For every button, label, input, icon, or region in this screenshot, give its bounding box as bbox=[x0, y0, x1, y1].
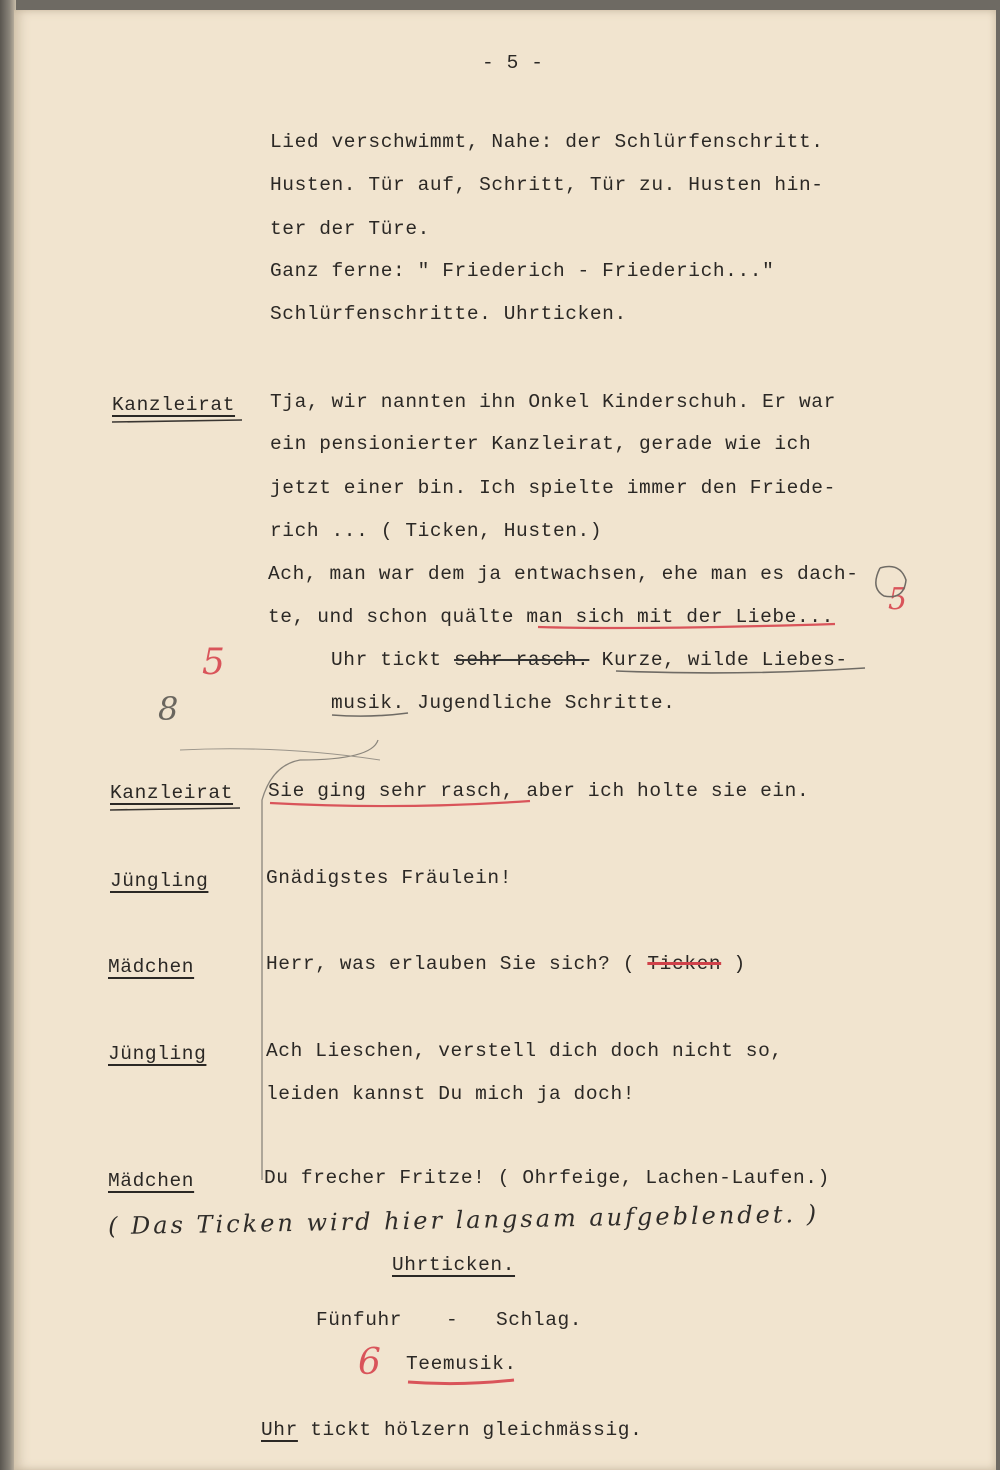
margin-number-8: 8 bbox=[158, 690, 179, 728]
stage-direction: musik. Jugendliche Schritte. bbox=[331, 692, 676, 714]
cue-schlag: Schlag. bbox=[496, 1309, 583, 1331]
dialogue-text: ) bbox=[721, 953, 746, 975]
intro-line: Husten. Tür auf, Schritt, Tür zu. Husten hin- bbox=[270, 174, 824, 196]
speaker-maedchen: Mädchen bbox=[108, 956, 195, 978]
direction-text: Uhr tickt bbox=[331, 649, 455, 671]
dialogue-line: jetzt einer bin. Ich spielte immer den Friede- bbox=[270, 477, 836, 499]
cue-uhr: Uhr bbox=[261, 1419, 298, 1441]
margin-number-6: 6 bbox=[358, 1342, 381, 1383]
speaker-kanzleirat: Kanzleirat bbox=[112, 394, 236, 416]
dialogue-text: Herr, was erlauben Sie sich? ( bbox=[266, 953, 648, 975]
intro-line: Ganz ferne: " Friederich - Friederich..." bbox=[270, 260, 775, 282]
dialogue-line: Ach Lieschen, verstell dich doch nicht so, bbox=[266, 1040, 783, 1062]
dialogue-line: Tja, wir nannten ihn Onkel Kinderschuh. Er war bbox=[270, 391, 836, 413]
direction-text: Kurze, wilde Liebes- bbox=[589, 649, 848, 671]
intro-line: Schlürfenschritte. Uhrticken. bbox=[270, 303, 627, 325]
speaker-kanzleirat: Kanzleirat bbox=[110, 782, 234, 804]
dialogue-line: ein pensionierter Kanzleirat, gerade wie ich bbox=[270, 433, 812, 455]
dialogue-line: rich ... ( Ticken, Husten.) bbox=[270, 520, 603, 542]
speaker-maedchen: Mädchen bbox=[108, 1170, 195, 1192]
cue-fuenfuhr: Fünfuhr bbox=[316, 1309, 403, 1331]
pencil-underline bbox=[332, 713, 408, 716]
cue-uhrticken: Uhrticken. bbox=[392, 1254, 516, 1276]
pencil-loop bbox=[876, 567, 906, 597]
struck-text: sehr rasch. bbox=[454, 649, 590, 671]
pencil-underline bbox=[616, 668, 865, 673]
cue-final-text: tickt hölzern gleichmässig. bbox=[310, 1419, 643, 1441]
dialogue-line: Gnädigstes Fräulein! bbox=[266, 867, 513, 889]
margin-number-5-left: 5 bbox=[202, 642, 225, 683]
dialogue-line: Ach, man war dem ja entwachsen, ehe man es dach- bbox=[268, 563, 859, 585]
speaker-juengling: Jüngling bbox=[110, 870, 209, 892]
pencil-curve bbox=[180, 749, 380, 760]
dialogue-line: Du frecher Fritze! ( Ohrfeige, Lachen-Laufen.) bbox=[264, 1167, 830, 1189]
dialogue-line: te, und schon quälte man sich mit der Liebe... bbox=[268, 606, 834, 628]
cue-teemusik: Teemusik. bbox=[406, 1353, 517, 1375]
red-underline bbox=[408, 1380, 514, 1384]
margin-number-5-right: 5 bbox=[888, 582, 908, 617]
intro-line: ter der Türe. bbox=[270, 218, 430, 240]
dialogue-line: leiden kannst Du mich ja doch! bbox=[266, 1083, 636, 1105]
struck-text: Ticken bbox=[647, 953, 722, 975]
speaker-juengling: Jüngling bbox=[108, 1043, 207, 1065]
pencil-underline bbox=[110, 808, 240, 810]
cue-dash: - bbox=[446, 1309, 459, 1331]
red-underline bbox=[270, 801, 530, 806]
intro-line: Lied verschwimmt, Nahe: der Schlürfenschritt. bbox=[270, 131, 824, 153]
page-number: - 5 - bbox=[482, 52, 544, 74]
pencil-underline bbox=[112, 420, 242, 422]
handwritten-note: ( Das Ticken wird hier langsam aufgeblendet. ) bbox=[107, 1199, 820, 1241]
dialogue-line: Sie ging sehr rasch, aber ich holte sie ein. bbox=[268, 780, 810, 802]
red-underline bbox=[538, 624, 835, 628]
